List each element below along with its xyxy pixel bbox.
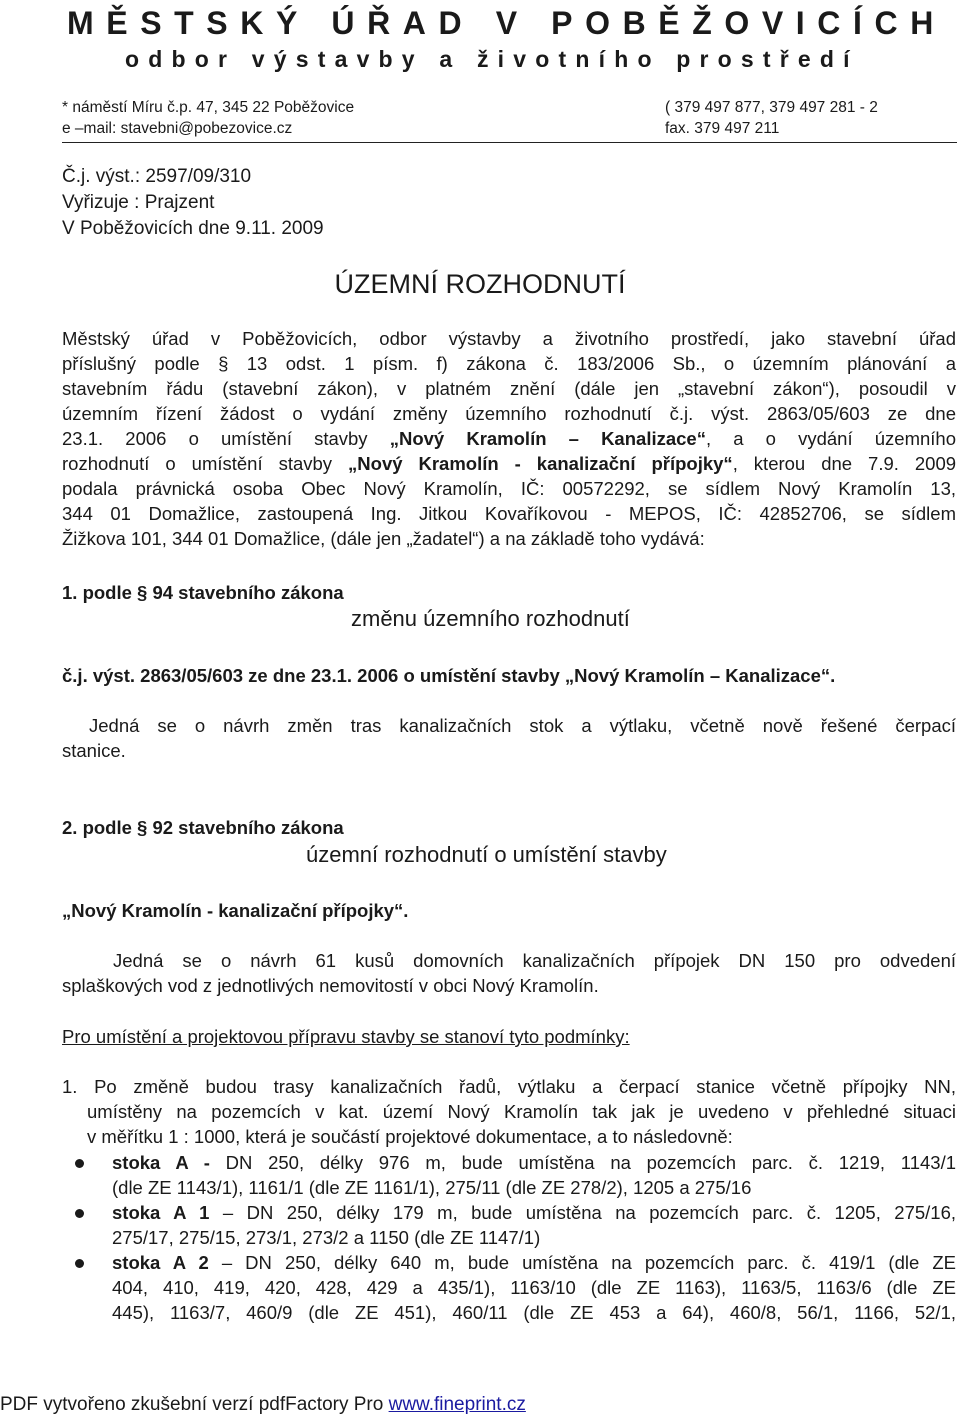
list-item-label: stoka A 1 <box>112 1202 210 1223</box>
section-2-project-name: „Nový Kramolín - kanalizační přípojky“. <box>62 900 409 921</box>
bullet-icon <box>75 1159 84 1168</box>
section-2-description-1: Jedná se o návrh 61 kusů domovních kanalizačních přípojek DN 150 pro odvedení <box>113 950 956 971</box>
project-name-kanalizace: „Nový Kramolín – Kanalizace“ <box>389 428 706 449</box>
list-item-text: DN 250, délky 976 m, bude umístěna na pozemcích parc. č. 1219, 1143/1 <box>209 1152 956 1173</box>
list-item-stoka-a2-line-2: 404, 410, 419, 420, 428, 429 a 435/1), 1163/10 (dle ZE 1163), 1163/5, 1163/6 (dle ZE <box>112 1277 956 1298</box>
contact-address: * náměstí Míru č.p. 47, 345 22 Poběžovice <box>62 99 355 116</box>
list-item-stoka-a1 <box>112 1201 956 1226</box>
bullet-icon <box>75 1209 84 1218</box>
intro-line-5-tail: , a o vydání územního <box>705 428 956 449</box>
list-item-label: stoka A - <box>112 1152 210 1173</box>
intro-line-1: Městský úřad v Poběžovicích, odbor výstavby a životního prostředí, jako stavební úřad <box>62 328 956 349</box>
intro-line-7: podala právnická osoba Obec Nový Kramolín, IČ: 00572292, se sídlem Nový Kramolín 13, <box>62 478 956 499</box>
contact-fax: fax. 379 497 211 <box>665 120 780 137</box>
section-1-subtitle: změnu územního rozhodnutí <box>351 606 630 631</box>
list-item-stoka-a1-line-2: 275/17, 275/15, 273/1, 273/2 a 1150 (dle ZE 1147/1) <box>112 1227 541 1248</box>
handled-by: Vyřizuje : Prajzent <box>62 192 215 213</box>
list-item-stoka-a2-line-3: 445), 1163/7, 460/9 (dle ZE 451), 460/11 (dle ZE 453 a 64), 460/8, 56/1, 1166, 52/1, <box>112 1302 956 1323</box>
condition-1-line-1: 1. Po změně budou trasy kanalizačních řadů, výtlaku a čerpací stanice včetně přípojky NN, <box>62 1076 956 1097</box>
list-item-label: stoka A 2 <box>112 1252 209 1273</box>
footer-link[interactable]: www.fineprint.cz <box>388 1394 526 1415</box>
section-2-subtitle: územní rozhodnutí o umístění stavby <box>306 842 667 867</box>
condition-1-line-2: umístěny na pozemcích v kat. území Nový Kramolín tak jak je uvedeno v přehledné situaci <box>87 1101 956 1122</box>
footer-text: PDF vytvořeno zkušební verzí pdfFactory Pro <box>0 1394 384 1415</box>
intro-line-5 <box>62 427 956 452</box>
header-divider <box>62 142 957 143</box>
list-item-stoka-a <box>112 1151 956 1176</box>
section-1-reference: č.j. výst. 2863/05/603 ze dne 23.1. 2006 o umístění stavby „Nový Kramolín – Kanalizace“. <box>62 665 836 686</box>
intro-line-6-text: rozhodnutí o umístění stavby <box>62 453 333 474</box>
intro-line-4: územním řízení žádost o vydání změny územního rozhodnutí č.j. výst. 2863/05/603 ze dne <box>62 403 956 424</box>
section-1-heading: 1. podle § 94 stavebního zákona <box>62 582 344 603</box>
intro-line-5-text: 23.1. 2006 o umístění stavby <box>62 428 368 449</box>
section-1-description-1: Jedná se o návrh změn tras kanalizačních stok a výtlaku, včetně nově řešené čerpací <box>89 715 956 736</box>
reference-number: Č.j. výst.: 2597/09/310 <box>62 166 252 187</box>
list-item-text: – DN 250, délky 179 m, bude umístěna na pozemcích parc. č. 1205, 275/16, <box>209 1202 956 1223</box>
intro-line-9: Žižkova 101, 344 01 Domažlice, (dále jen „žadatel“) a na základě toho vydává: <box>62 528 705 549</box>
list-item-stoka-a2 <box>112 1251 956 1276</box>
place-date: V Poběžovicích dne 9.11. 2009 <box>62 218 324 239</box>
pdf-footer <box>0 1393 526 1417</box>
document-title: ÚZEMNÍ ROZHODNUTÍ <box>334 269 626 299</box>
project-name-pripojky: „Nový Kramolín - kanalizační přípojky“ <box>348 453 733 474</box>
intro-line-6 <box>62 452 956 477</box>
department-heading: odbor výstavby a životního prostředí <box>125 46 859 72</box>
contact-phone: ( 379 497 877, 379 497 281 - 2 <box>665 99 878 116</box>
contact-email[interactable]: e –mail: stavebni@pobezovice.cz <box>62 120 293 137</box>
intro-line-8: 344 01 Domažlice, zastoupená Ing. Jitkou Kovaříkovou - MEPOS, IČ: 42852706, se sídlem <box>62 503 956 524</box>
intro-line-2: příslušný podle § 13 odst. 1 písm. f) zákona č. 183/2006 Sb., o územním plánování a <box>62 353 956 374</box>
bullet-icon <box>75 1259 84 1268</box>
list-item-text: – DN 250, délky 640 m, bude umístěna na pozemcích parc. č. 419/1 (dle ZE <box>208 1252 956 1273</box>
intro-line-6-tail: , kterou dne 7.9. 2009 <box>732 453 957 474</box>
intro-line-3: stavebním řádu (stavební zákon), v platném znění (dále jen „stavební zákon“), posoudil v <box>62 378 956 399</box>
authority-heading: MĚSTSKÝ ÚŘAD V POBĚŽOVICÍCH <box>67 5 946 41</box>
section-1-description-2: stanice. <box>62 740 126 761</box>
section-2-heading: 2. podle § 92 stavebního zákona <box>62 817 344 838</box>
condition-1-line-3: v měřítku 1 : 1000, která je součástí projektové dokumentace, a to následovně: <box>87 1126 733 1147</box>
conditions-heading: Pro umístění a projektovou přípravu stavby se stanoví tyto podmínky: <box>62 1026 630 1047</box>
list-item-stoka-a-line-2: (dle ZE 1143/1), 1161/1 (dle ZE 1161/1), 275/11 (dle ZE 278/2), 1205 a 275/16 <box>112 1177 752 1198</box>
section-2-description-2: splaškových vod z jednotlivých nemovitostí v obci Nový Kramolín. <box>62 975 599 996</box>
